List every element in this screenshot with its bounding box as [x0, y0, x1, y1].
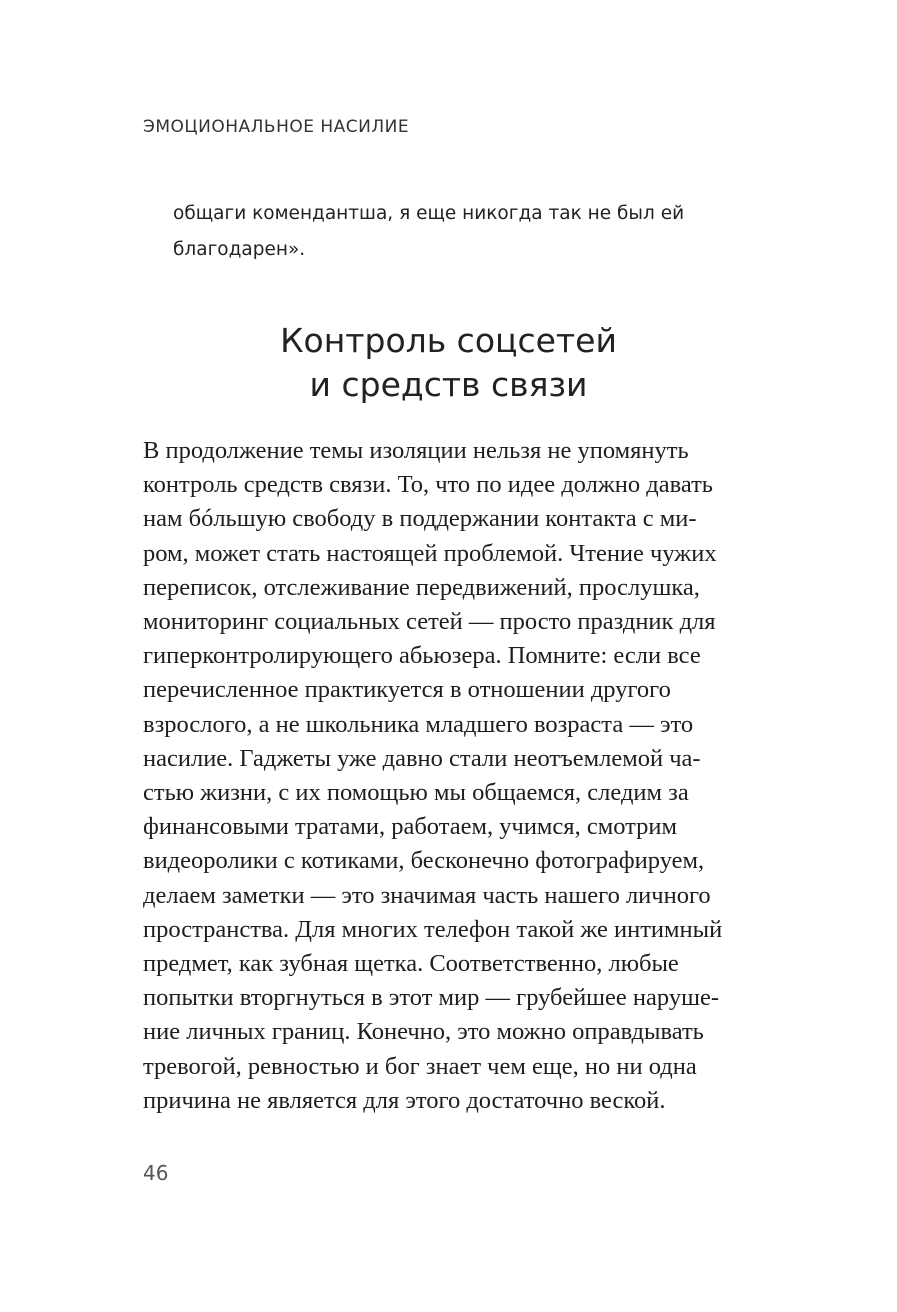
body-line: причина не является для этого достаточно веской. [143, 1086, 666, 1114]
body-line: нам бóльшую свободу в поддержании контакта с ми- [143, 505, 697, 533]
body-line: насилие. Гаджеты уже давно стали неотъемлемой ча- [143, 744, 701, 772]
quote-line: благодарен». [173, 239, 306, 260]
body-line: мониторинг социальных сетей — просто праздник для [143, 608, 716, 636]
section-title [0, 319, 897, 407]
body-line: контроль средств связи. То, что по идее должно давать [143, 471, 713, 499]
body-line: гиперконтролирующего абьюзера. Помните: если все [143, 642, 701, 670]
body-line: взрослого, а не школьника младшего возраста — это [143, 710, 694, 738]
section-title-line: Контроль соцсетей [280, 321, 617, 360]
body-line: попытки вторгнуться в этот мир — грубейшее наруше- [143, 984, 719, 1012]
body-line: ние личных границ. Конечно, это можно оправдывать [143, 1018, 704, 1046]
body-paragraph [143, 434, 722, 1118]
body-line: видеоролики с котиками, бесконечно фотографируем, [143, 847, 705, 875]
body-line: перечисленное практикуется в отношении другого [143, 676, 671, 704]
body-line: В продолжение темы изоляции нельзя не упомянуть [143, 437, 689, 464]
body-line: пространства. Для многих телефон такой же интимный [143, 915, 723, 943]
body-line: тревогой, ревностью и бог знает чем еще, но ни одна [143, 1052, 697, 1080]
quote-continuation [173, 196, 684, 268]
section-title-line: и средств связи [309, 365, 588, 404]
quote-line: общаги комендантша, я еще никогда так не был ей [173, 203, 685, 224]
body-line: переписок, отслеживание передвижений, прослушка, [143, 573, 700, 601]
body-line: финансовыми тратами, работаем, учимся, смотрим [143, 813, 677, 841]
page-number: 46 [143, 1161, 169, 1185]
body-line: предмет, как зубная щетка. Соответственно, любые [143, 950, 679, 978]
body-line: стью жизни, с их помощью мы общаемся, следим за [143, 779, 689, 807]
body-line: ром, может стать настоящей проблемой. Чтение чужих [143, 539, 717, 567]
body-line: делаем заметки — это значимая часть нашего личного [143, 881, 711, 909]
running-head: ЭМОЦИОНАЛЬНОЕ НАСИЛИЕ [143, 117, 410, 137]
